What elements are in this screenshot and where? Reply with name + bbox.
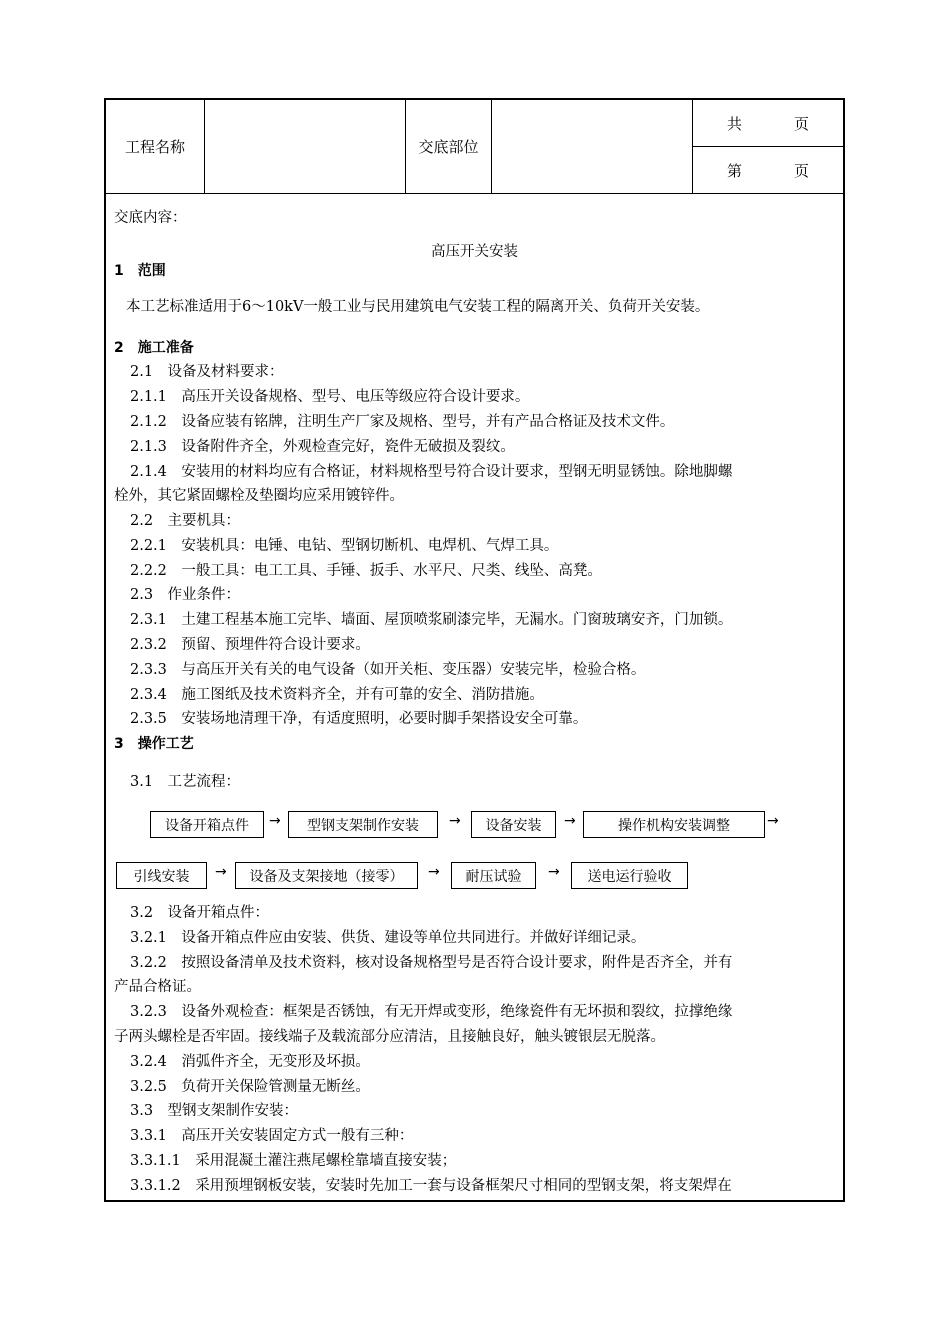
item-3-2-2-line1: 3.2.2 按照设备清单及技术资料，核对设备规格型号是否符合设计要求，附件是否齐全，并有 <box>130 955 733 971</box>
flow-step-bracket: 型钢支架制作安装 <box>288 811 438 838</box>
total-pages-prefix: 共 <box>727 114 743 133</box>
disclosure-form <box>104 98 845 1202</box>
item-3-3-1-1: 3.3.1.1 采用混凝土灌注燕尾螺栓靠墙直接安装； <box>130 1153 457 1169</box>
page-number-suffix: 页 <box>794 161 810 180</box>
item-3-2-1: 3.2.1 设备开箱点件应由安装、供货、建设等单位共同进行。并做好详细记录。 <box>130 930 646 946</box>
total-pages-suffix: 页 <box>794 114 810 133</box>
page-number-row <box>693 147 843 193</box>
project-name-label: 工程名称 <box>106 100 205 193</box>
item-2-1: 2.1 设备及材料要求： <box>130 364 284 380</box>
item-3-1: 3.1 工艺流程： <box>130 774 241 790</box>
item-2-3-2: 2.3.2 预留、预埋件符合设计要求。 <box>130 637 370 653</box>
content-intro: 交底内容： <box>114 210 187 226</box>
item-2-1-4-line1: 2.1.4 安装用的材料均应有合格证，材料规格型号符合设计要求，型钢无明显锈蚀。除地脚螺 <box>130 464 733 480</box>
location-field[interactable] <box>492 100 693 193</box>
project-name-field[interactable] <box>205 100 406 193</box>
flow-step-unpack: 设备开箱点件 <box>150 811 264 838</box>
item-2-1-3: 2.1.3 设备附件齐全，外观检查完好，瓷件无破损及裂纹。 <box>130 439 515 455</box>
flow-arrow: → <box>767 813 779 829</box>
flow-arrow: → <box>215 864 227 880</box>
section-1-text: 本工艺标准适用于6～10kV一般工业与民用建筑电气安装工程的隔离开关、负荷开关安装。 <box>126 299 710 315</box>
flow-step-leads: 引线安装 <box>116 862 207 889</box>
item-2-3-5: 2.3.5 安装场地清理干净，有适度照明，必要时脚手架搭设安全可靠。 <box>130 711 588 727</box>
section-1-heading: 1 范围 <box>114 263 166 279</box>
flow-arrow: → <box>269 813 281 829</box>
item-2-3: 2.3 作业条件： <box>130 587 241 603</box>
item-3-3: 3.3 型钢支架制作安装： <box>130 1103 299 1119</box>
item-2-2-1: 2.2.1 安装机具：电锤、电钻、型钢切断机、电焊机、气焊工具。 <box>130 538 559 554</box>
page-number-prefix: 第 <box>727 161 743 180</box>
item-3-2-3-line1: 3.2.3 设备外观检查：框架是否锈蚀，有无开焊或变形，绝缘瓷件有无坏损和裂纹，拉撑绝缘 <box>130 1004 733 1020</box>
item-2-3-1: 2.3.1 土建工程基本施工完毕、墙面、屋顶喷浆刷漆完毕，无漏水。门窗玻璃安齐，门加锁。 <box>130 612 733 628</box>
item-2-2: 2.2 主要机具： <box>130 513 241 529</box>
flow-step-install: 设备安装 <box>471 811 556 838</box>
document-title: 高压开关安装 <box>431 244 518 260</box>
item-2-1-4-line2: 栓外，其它紧固螺栓及垫圈均应采用镀锌件。 <box>114 488 404 504</box>
item-3-2-4: 3.2.4 消弧件齐全，无变形及坏损。 <box>130 1054 370 1070</box>
form-header <box>106 100 843 194</box>
item-3-3-1-2: 3.3.1.2 采用预埋钢板安装，安装时先加工一套与设备框架尺寸相同的型钢支架，将支架焊在 <box>130 1178 732 1194</box>
item-3-2-2-line2: 产品合格证。 <box>114 979 201 995</box>
item-2-1-2: 2.1.2 设备应装有铭牌，注明生产厂家及规格、型号，并有产品合格证及技术文件。 <box>130 414 675 430</box>
flow-step-acceptance: 送电运行验收 <box>571 862 688 889</box>
item-2-2-2: 2.2.2 一般工具：电工工具、手锤、扳手、水平尺、尺类、线坠、高凳。 <box>130 563 602 579</box>
item-3-2-5: 3.2.5 负荷开关保险管测量无断丝。 <box>130 1079 370 1095</box>
flow-arrow: → <box>564 813 576 829</box>
item-3-3-1: 3.3.1 高压开关安装固定方式一般有三种： <box>130 1128 414 1144</box>
item-2-1-1: 2.1.1 高压开关设备规格、型号、电压等级应符合设计要求。 <box>130 389 530 405</box>
item-2-3-3: 2.3.3 与高压开关有关的电气设备（如开关柜、变压器）安装完毕，检验合格。 <box>130 662 646 678</box>
flow-arrow: → <box>548 864 560 880</box>
item-3-2: 3.2 设备开箱点件： <box>130 905 270 921</box>
flow-arrow: → <box>428 864 440 880</box>
section-2-heading: 2 施工准备 <box>114 340 194 356</box>
item-2-3-4: 2.3.4 施工图纸及技术资料齐全，并有可靠的安全、消防措施。 <box>130 687 544 703</box>
flow-step-mechanism: 操作机构安装调整 <box>583 811 765 838</box>
flow-step-grounding: 设备及支架接地（接零） <box>235 862 418 889</box>
page-count-box <box>693 100 843 193</box>
item-3-2-3-line2: 子两头螺栓是否牢固。接线端子及载流部分应清洁，且接触良好，触头镀银层无脱落。 <box>114 1029 665 1045</box>
section-3-heading: 3 操作工艺 <box>114 736 194 752</box>
flow-arrow: → <box>449 813 461 829</box>
flow-step-test: 耐压试验 <box>451 862 536 889</box>
total-pages-row <box>693 100 843 147</box>
location-label: 交底部位 <box>406 100 492 193</box>
